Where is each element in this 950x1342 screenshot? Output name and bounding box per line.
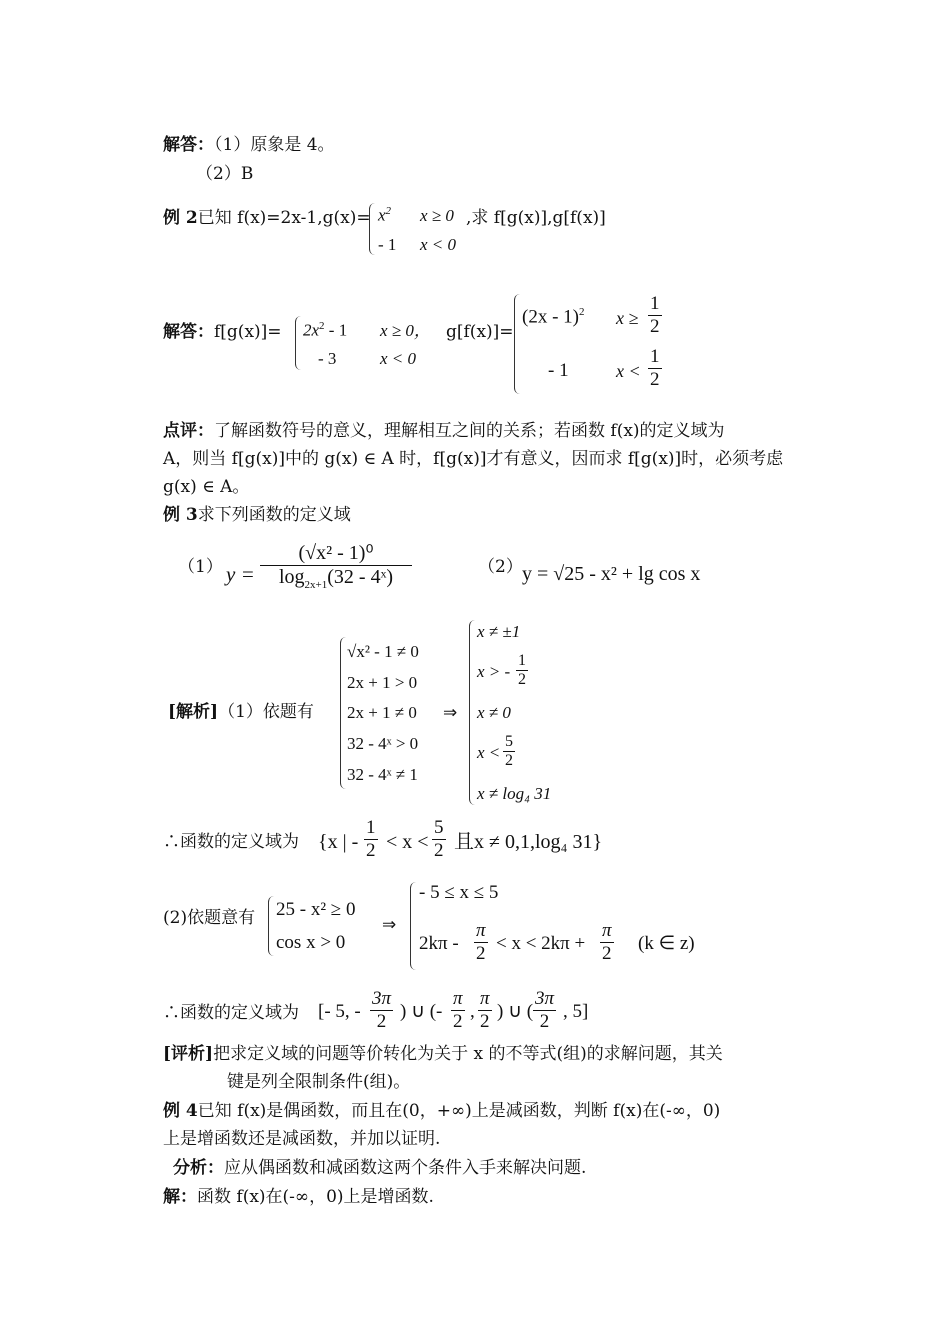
answer-text: （1）原象是 4。: [214, 135, 335, 155]
gf-case-1: (2x - 1)$^2$: [522, 306, 585, 328]
domain2-part-1: [- 5, -: [318, 1001, 361, 1022]
brace: [340, 637, 347, 789]
fg-case-2: - 3: [318, 349, 337, 368]
review-line-1: [评析]把求定义域的问题等价转化为关于 x 的不等式(组)的求解问题，其关: [163, 1044, 723, 1064]
brace: [514, 294, 522, 394]
domain-fraction-1: [260, 540, 412, 591]
cond-4: 32 - 4ˣ > 0: [347, 734, 419, 753]
fg-label: f[g(x)]=: [214, 322, 282, 342]
domain2-part-2: ) ∪ (-: [400, 1001, 443, 1022]
fraction-five-halves: $\frac{5}{2}$: [434, 817, 444, 861]
fraction-half: $\frac{1}{2}$: [650, 346, 660, 390]
k-in-z: (k ∈ z): [638, 933, 695, 954]
cond-2-1: 25 - x² ≥ 0: [276, 899, 356, 920]
result-1: x ≠ ±1: [477, 622, 521, 641]
fraction-half: $\frac{1}{2}$: [366, 817, 376, 861]
example-4-line-1: 例 4已知 f(x)是偶函数，而且在(0，+∞)上是减函数，判断 f(x)在(-∞，0): [163, 1101, 721, 1121]
fraction-pi-half: $\frac{\pi}{2}$: [476, 920, 486, 964]
cond-2-2: cos x > 0: [276, 932, 346, 953]
solution-2-line: (2)依题意有: [163, 908, 256, 928]
domain-set-c: 且x ≠ 0,1,log₄ 31}: [454, 831, 603, 853]
expression-2: y = √25 - x² + lg cos x: [522, 563, 701, 585]
domain2-part-4: ) ∪ (: [497, 1001, 534, 1022]
result-4: x <: [477, 743, 501, 762]
domain-set-a: {x | -: [318, 831, 359, 853]
brace: [410, 882, 418, 970]
implies-arrow: ⇒: [443, 703, 458, 722]
comment-line-1: 点评：了解函数符号的意义，理解相互之间的关系；若函数 f(x)的定义域为: [163, 421, 725, 441]
fg-case-1-cond: x ≥ 0，: [380, 321, 431, 340]
g-case-1: $x^2$: [378, 205, 392, 225]
fraction-3pi-half: $\frac{3\pi}{2}$: [372, 988, 392, 1032]
answer-1-line: [163, 135, 335, 155]
y-equals: y =: [226, 562, 255, 586]
result-3: x ≠ 0: [477, 703, 511, 722]
analysis-label: 分析：: [173, 1158, 224, 1178]
fraction-pi-half: $\frac{\pi}{2}$: [602, 920, 612, 964]
example-2-text: 已知 f(x)=2x-1,g(x)=: [197, 208, 371, 228]
example-2-tail: ,求 f[g(x)],g[f(x)]: [466, 208, 606, 228]
brace: [469, 620, 476, 805]
brace: [268, 896, 275, 956]
comment-label: 点评：: [163, 421, 214, 441]
domain-prefix: ∴函数的定义域为: [163, 1003, 299, 1023]
gf-case-1-cond: x ≥: [616, 308, 639, 328]
result-5: x ≠ log₄ 31: [477, 784, 552, 803]
domain-set-b: < x <: [386, 831, 429, 853]
solution-line: [解析]（1）依题有: [168, 702, 314, 722]
example-2-label: 例 2: [163, 208, 198, 228]
example-3-line: 例 3求下列函数的定义域: [163, 505, 351, 525]
fraction-five-halves: $\frac{5}{2}$: [505, 733, 513, 769]
gf-label: g[f(x)]=: [446, 322, 514, 342]
example-2-line: [163, 208, 371, 228]
example-4-line-2: 上是增函数还是减函数，并加以证明.: [163, 1129, 441, 1149]
solution-label: [解析]: [168, 702, 219, 722]
domain-prefix: ∴函数的定义域为: [163, 832, 299, 852]
fg-case-1: $2x^2 - 1$: [303, 320, 348, 340]
numerator: (√x² - 1)⁰: [260, 540, 412, 566]
solve-line: 解：函数 f(x)在(-∞，0)上是增函数.: [163, 1187, 434, 1207]
review-line-2: 键是列全限制条件(组)。: [227, 1072, 411, 1092]
domain2-comma: ,: [470, 1001, 475, 1022]
domain2-part-5: , 5]: [563, 1001, 589, 1022]
cond-2: 2x + 1 > 0: [347, 673, 418, 692]
brace: [369, 203, 376, 255]
fraction-3pi-half: $\frac{3\pi}{2}$: [535, 988, 555, 1032]
example-3-label: 例 3: [163, 505, 198, 525]
review-label: [评析]: [163, 1044, 214, 1064]
analysis-line: 分析：应从偶函数和减函数这两个条件入手来解决问题.: [173, 1158, 587, 1178]
cond-1: √x² - 1 ≠ 0: [347, 642, 419, 661]
answer-2: [163, 322, 282, 342]
result-2-2a: 2kπ -: [419, 933, 459, 954]
answer-label: 解答：: [163, 322, 214, 342]
comment-line-3: g(x) ∈ A。: [163, 477, 250, 497]
cond-3: 2x + 1 ≠ 0: [347, 703, 417, 722]
example-4-label: 例 4: [163, 1101, 198, 1121]
fg-case-2-cond: x < 0: [380, 349, 417, 368]
part-1-label: （1）: [178, 557, 223, 577]
fraction-half: $\frac{1}{2}$: [650, 293, 660, 337]
gf-case-2: - 1: [548, 360, 569, 381]
answer-label: 解答：: [163, 135, 214, 155]
comment-line-2: A，则当 f[g(x)]中的 g(x) ∈ A 时，f[g(x)]才有意义，因而求 f[g(x)]时，必须考虑: [163, 449, 784, 469]
fraction-half: $\frac{1}{2}$: [518, 652, 526, 688]
solve-label: 解：: [163, 1187, 197, 1207]
g-case-2: - 1: [378, 235, 397, 254]
gf-case-2-cond: x <: [616, 361, 641, 381]
g-case-2-cond: x < 0: [420, 235, 457, 254]
brace: [295, 316, 302, 370]
fraction-pi-half: $\frac{\pi}{2}$: [480, 988, 490, 1032]
result-2-2b: < x < 2kπ +: [496, 933, 586, 954]
result-2: x > -: [477, 662, 511, 681]
fraction-pi-half: $\frac{\pi}{2}$: [453, 988, 463, 1032]
result-2-1: - 5 ≤ x ≤ 5: [419, 882, 499, 903]
part-2-label: （2）: [478, 557, 523, 577]
cond-5: 32 - 4ˣ ≠ 1: [347, 765, 418, 784]
answer-2-line: （2）B: [196, 164, 254, 184]
implies-arrow: ⇒: [382, 915, 397, 934]
denominator: $\log_{2x+1}(32$ - 4ˣ): [278, 566, 394, 591]
g-case-1-cond: x ≥ 0: [420, 206, 454, 225]
